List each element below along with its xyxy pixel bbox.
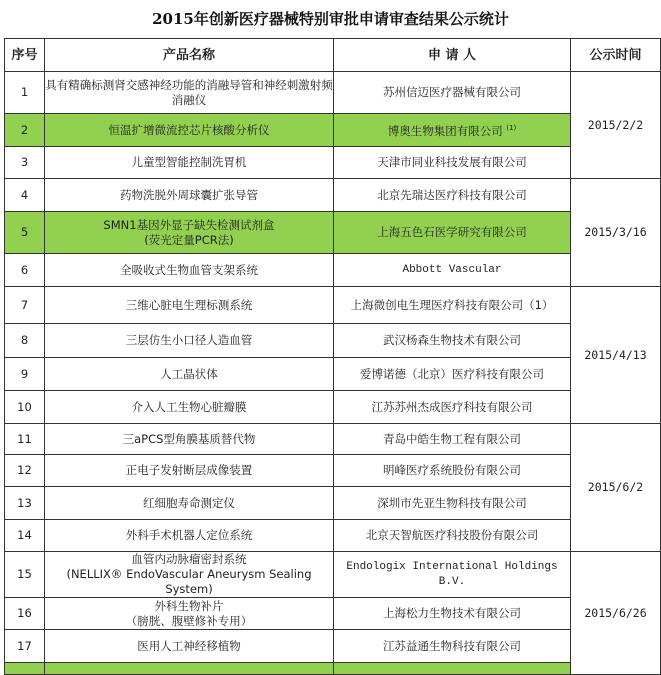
table-row [5,520,661,552]
applicant [334,487,571,520]
publish-date: 2015/3/16 [571,179,661,287]
applicant [334,287,571,324]
product-name [45,455,334,487]
row-number: 13 [5,487,45,520]
row-number: 6 [5,254,45,287]
table-row [5,552,661,598]
product-name-subtext: (荧光定量PCR法) [144,232,234,247]
applicant [334,630,571,663]
table-row [5,72,661,114]
applicant [334,358,571,391]
applicant-text: 爱博诺德（北京）医疗科技有限公司 [360,366,544,381]
applicant-text: 明峰医疗系统股份有限公司 [383,463,521,477]
product-name-text: 全吸收式生物血管支架系统 [120,262,258,277]
product-name-text: 外科手术机器人定位系统 [125,528,253,542]
applicant-text: 上海五色石医学研究有限公司 [377,225,527,239]
row-number: 14 [5,520,45,552]
results-table [4,38,661,675]
product-name [45,520,334,552]
applicant [334,424,571,455]
product-name-text: 外科生物补片 [154,598,224,613]
applicant-text: 博奥生物集团有限公司 [387,123,503,138]
applicant [334,254,571,287]
product-name-subtext: (NELLIX® EndoVascular Aneurysm Sealing System) [66,567,312,596]
product-name-text: 具有精确标测肾交感神经功能的消融导管和神经刺激射频消融仪 [45,77,333,107]
applicant [334,212,571,254]
product-name [45,358,334,391]
applicant-text: 深圳市先亚生物科技有限公司 [377,495,527,510]
applicant-text: 上海微创电生理医疗科技有限公司（1） [350,297,554,312]
row-number: 2 [5,114,45,147]
product-name-text: 三aPCS型角膜基质替代物 [122,431,256,446]
table-row [5,455,661,487]
table-row [5,324,661,358]
table-row-partial [5,663,661,675]
applicant [334,114,571,147]
product-name-text: 介入人工生物心脏瓣膜 [131,399,247,414]
product-name-text: 三维心脏电生理标测系统 [125,297,253,312]
applicant-text: 江苏益通生物科技有限公司 [383,638,521,653]
product-name [45,287,334,324]
row-number: 16 [5,598,45,630]
footnote-marker: (1) [506,124,517,133]
publish-date: 2015/6/2 [571,424,661,552]
header-applicant: 申 请 人 [334,39,571,72]
applicant-text: 武汉杨森生物技术有限公司 [383,333,521,347]
table-row [5,287,661,324]
product-name [45,72,334,114]
product-name [45,552,334,598]
row-number: 11 [5,424,45,455]
row-number: 17 [5,630,45,663]
row-number: 7 [5,287,45,324]
applicant [334,455,571,487]
product-name [45,212,334,254]
product-name [45,598,334,630]
product-name [45,114,334,147]
applicant [334,552,571,598]
page-title: 2015年创新医疗器械特别审批申请审查结果公示统计 [152,10,509,28]
applicant-text: 上海松力生物技术有限公司 [383,606,521,620]
product-name-subtext: （膀胱、腹壁修补专用） [125,613,253,628]
applicant-text: 江苏苏州杰成医疗科技有限公司 [371,399,533,414]
table-row [5,391,661,424]
header-product: 产品名称 [45,39,334,72]
product-name-text: 恒温扩增微流控芯片核酸分析仪 [108,122,270,137]
publish-date: 2015/2/2 [571,72,661,179]
product-name [45,147,334,179]
applicant-text: 苏州信迈医疗器械有限公司 [383,85,521,99]
applicant-text: 北京天智航医疗科技股份有限公司 [365,528,539,542]
table-row [5,114,661,147]
product-name [45,630,334,663]
table-row [5,598,661,630]
applicant [334,147,571,179]
table-row [5,254,661,287]
table-row [5,212,661,254]
product-name-text: 血管内动脉瘤密封系统 [131,552,247,566]
applicant [334,520,571,552]
product-name [45,487,334,520]
product-name-text: 红细胞寿命测定仪 [143,495,235,510]
publish-date: 2015/6/26 [571,552,661,675]
product-name-text: 药物洗脱外周球囊扩张导管 [120,187,258,202]
table-row [5,147,661,179]
row-number: 9 [5,358,45,391]
row-number: 3 [5,147,45,179]
applicant-text: 北京先瑞达医疗科技有限公司 [377,187,527,202]
applicant [334,179,571,212]
table-row [5,487,661,520]
row-number: 5 [5,212,45,254]
product-name [45,179,334,212]
product-name [45,324,334,358]
header-no: 序号 [5,39,45,72]
applicant [334,598,571,630]
product-name [45,424,334,455]
row-number: 4 [5,179,45,212]
row-number: 15 [5,552,45,598]
product-name-text: 医用人工神经移植物 [137,638,241,653]
applicant [334,391,571,424]
table-row [5,630,661,663]
product-name-text: 儿童型智能控制洗胃机 [131,155,247,169]
applicant-text: 天津市同业科技发展有限公司 [377,155,527,169]
row-number: 8 [5,324,45,358]
table-row [5,424,661,455]
product-name-text: 三层仿生小口径人造血管 [125,333,253,347]
row-number: 10 [5,391,45,424]
product-name-text: 人工晶状体 [160,366,218,381]
applicant-text: Abbott Vascular [402,263,502,276]
publish-date: 2015/4/13 [571,287,661,424]
applicant-text: Endologix International Holdings B.V. [346,560,558,588]
product-name [45,391,334,424]
applicant-text: 青岛中皓生物工程有限公司 [383,431,521,446]
product-name-text: 正电子发射断层成像装置 [125,463,253,477]
header-date: 公示时间 [571,39,661,72]
table-row [5,358,661,391]
applicant [334,72,571,114]
table-row [5,179,661,212]
row-number: 12 [5,455,45,487]
header-row [5,39,661,72]
product-name [45,254,334,287]
row-number: 1 [5,72,45,114]
product-name-text: SMN1基因外显子缺失检测试剂盒 [103,217,275,232]
applicant [334,324,571,358]
